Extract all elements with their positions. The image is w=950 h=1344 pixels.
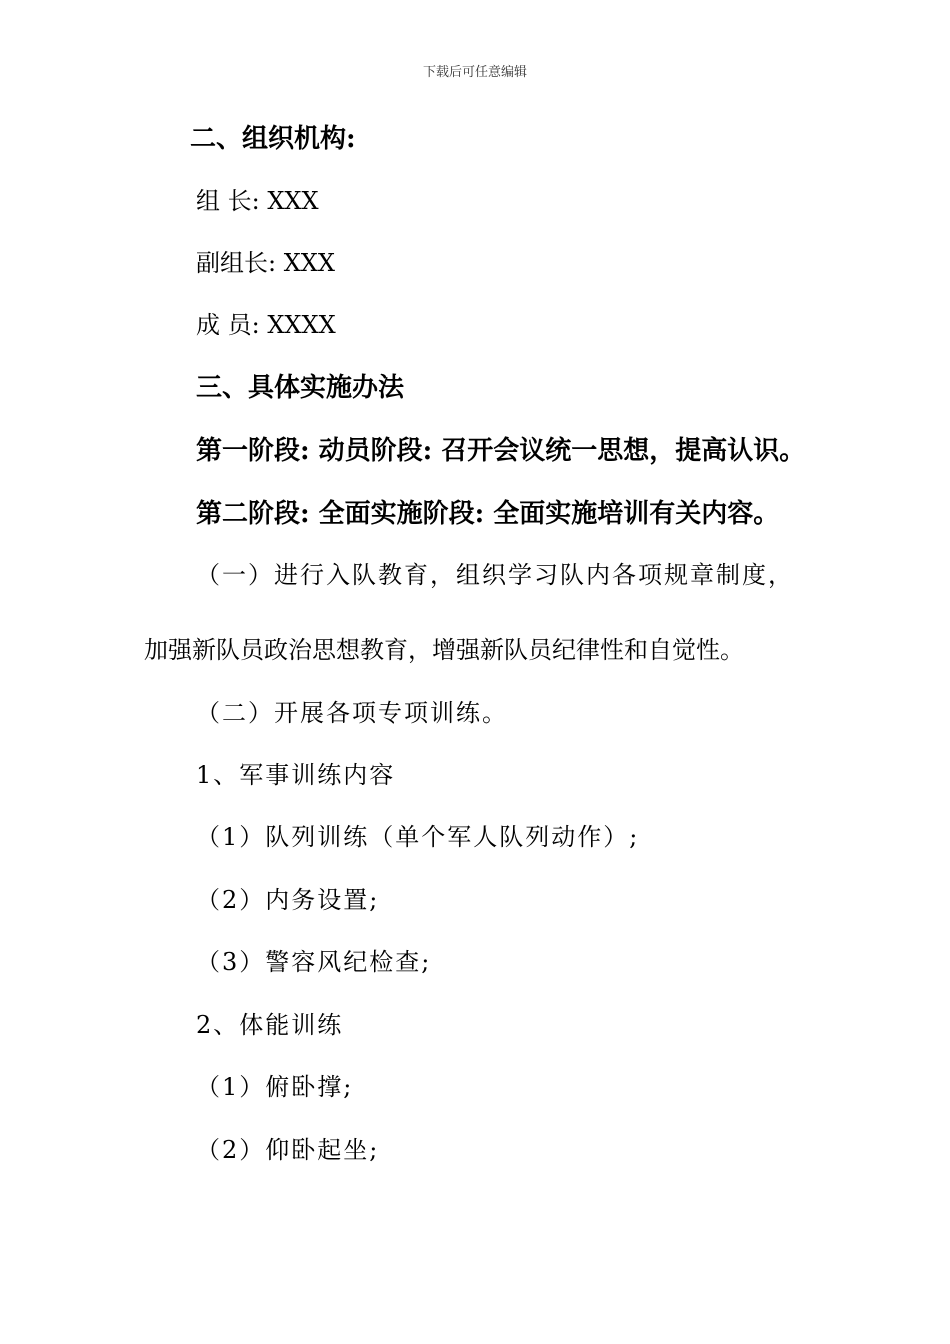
section-title-organization: 二、组织机构:	[190, 124, 356, 154]
physical-item-2: （2）仰卧起坐;	[196, 1136, 380, 1164]
item-two-line: （二）开展各项专项训练。	[196, 699, 508, 727]
military-item-1: （1）队列训练（单个军人队列动作）;	[196, 823, 640, 851]
stage-two-line: 第二阶段: 全面实施阶段: 全面实施培训有关内容。	[196, 499, 780, 529]
deputy-leader-line: 副组长: XXX	[196, 249, 335, 277]
physical-training-title: 2、体能训练	[196, 1011, 344, 1039]
members-line: 成 员: XXXX	[196, 311, 336, 339]
stage-one-line: 第一阶段: 动员阶段: 召开会议统一思想，提高认识。	[196, 436, 806, 466]
item-one-line-1: （一）进行入队教育，组织学习队内各项规章制度，	[196, 561, 794, 589]
leader-line: 组 长: XXX	[196, 187, 319, 215]
page-header: 下载后可任意编辑	[422, 65, 527, 80]
military-training-title: 1、军事训练内容	[196, 761, 396, 789]
item-one-line-2: 加强新队员政治思想教育，增强新队员纪律性和自觉性。	[144, 636, 744, 664]
military-item-3: （3）警容风纪检查;	[196, 948, 432, 976]
military-item-2: （2）内务设置;	[196, 886, 380, 914]
section-title-implementation: 三、具体实施办法	[196, 373, 405, 403]
physical-item-1: （1）俯卧撑;	[196, 1073, 354, 1101]
